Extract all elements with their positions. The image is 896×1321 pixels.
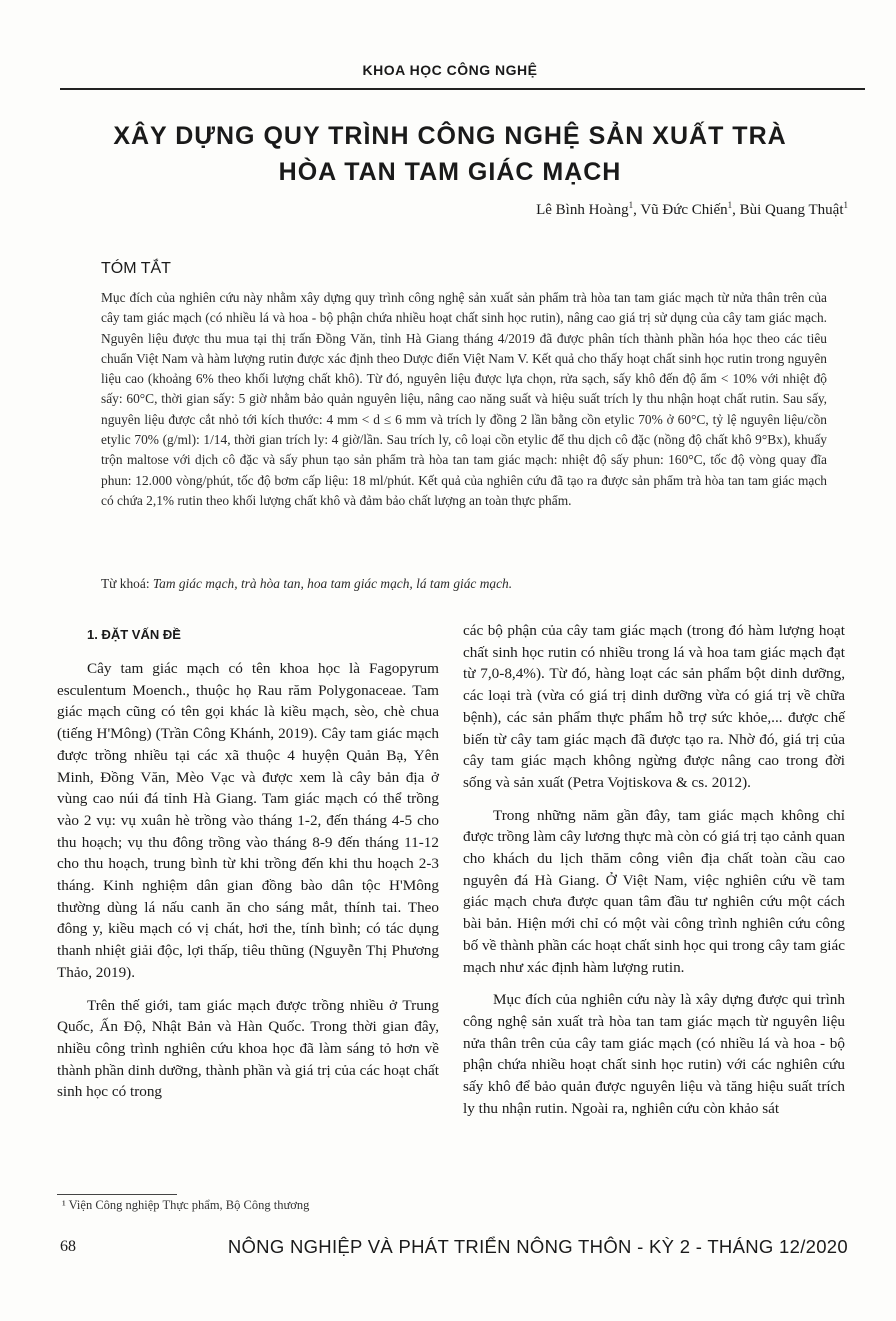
author-name: Bùi Quang Thuật bbox=[739, 202, 844, 218]
footnote-rule bbox=[57, 1194, 177, 1195]
journal-name: NÔNG NGHIỆP VÀ PHÁT TRIỂN NÔNG THÔN - KỲ 2 - THÁNG 12/2020 bbox=[227, 1236, 848, 1257]
body-paragraph: Mục đích của nghiên cứu này là xây dựng được qui trình công nghệ sản xuất trà hòa tan tam giác mạch từ nguyên liệu nửa thân trên của cây tam giác mạch (có nhiều lá và hoa - bộ phận chứa nhiều hoạt chất sinh học rutin) với các nghiên cứu sấy khô để bảo quản được nguyên liệu và tăng hiệu suất trích ly thu nhận rutin. Ngoài ra, nghiên cứu còn khảo sát bbox=[463, 991, 845, 1117]
author-affiliation: 1 bbox=[727, 200, 733, 210]
title-line-1: XÂY DỰNG QUY TRÌNH CÔNG NGHỆ SẢN XUẤT TRÀ bbox=[113, 122, 787, 150]
title-line-2: HÒA TAN TAM GIÁC MẠCH bbox=[278, 158, 622, 186]
author-name: Vũ Đức Chiến bbox=[640, 202, 728, 218]
body-paragraph: Trong những năm gần đây, tam giác mạch không chỉ được trồng làm cây lương thực mà còn có giá trị tạo cảnh quan cho khách du lịch thăm công viên địa chất toàn cầu cao nguyên đá Hà Giang. Ở Việt Nam, việc nghiên cứu về tam giác mạch chưa được quan tâm đầu tư nghiên cứu một cách bài bản. Hiện mới chỉ có một vài công trình nghiên cứu công bố về thành phần các hoạt chất sinh học qui trong cây tam giác mạch như xác định hàm lượng rutin. bbox=[463, 806, 845, 976]
page-number: 68 bbox=[60, 1238, 76, 1255]
keywords bbox=[101, 574, 827, 594]
author-affiliation: 1 bbox=[843, 200, 848, 210]
header-rule bbox=[60, 88, 865, 90]
keywords-list: Tam giác mạch, trà hòa tan, hoa tam giác mạch, lá tam giác mạch. bbox=[152, 576, 513, 591]
section-label: KHOA HỌC CÔNG NGHỆ bbox=[362, 62, 538, 78]
keywords-label: Từ khoá: bbox=[101, 576, 150, 591]
body-paragraph: Trên thế giới, tam giác mạch được trồng nhiều ở Trung Quốc, Ấn Độ, Nhật Bản và Hàn Quốc. Trong thời gian đây, nhiều công trình nghiên cứu khoa học đã làm sáng tỏ hơn về thành phần dinh dưỡng, thành phần và giá trị của các hoạt chất sinh học có trong bbox=[57, 996, 439, 1101]
abstract-heading: TÓM TẮT bbox=[101, 260, 171, 277]
body-paragraph: các bộ phận của cây tam giác mạch (trong đó hàm lượng hoạt chất sinh học rutin có nhiều trong lá và hoa tam giác mạch đạt từ 7,0-8,4%). Từ đó, hàng loạt các sản phẩm bột dinh dưỡng, các loại trà (vừa có giá trị dinh dưỡng vừa có giá trị về chữa bệnh), các sản phẩm thực phẩm hỗ trợ sức khỏe,... được chế biến từ cây tam giác mạch đã được tạo ra. Nhờ đó, giá trị của cây tam giác mạch không ngừng được nâng cao trong đời sống và sản xuất (Petra Vojtiskova & cs. 2012). bbox=[463, 622, 845, 791]
author-list: Lê Bình Hoàng$^1$, Vũ Đức Chiến$^1$, Bùi Quang Thuật$^1$ bbox=[536, 200, 848, 218]
abstract-text: Mục đích của nghiên cứu này nhằm xây dựng quy trình công nghệ sản xuất sản phẩm trà hòa tan tam giác mạch từ nửa thân trên của cây tam giác mạch (có nhiều lá và hoa - bộ phận chứa nhiều hoạt chất sinh học rutin), nâng cao giá trị sử dụng của cây tam giác mạch. Nguyên liệu được thu mua tại thị trấn Đồng Văn, tỉnh Hà Giang tháng 4/2019 đã được phân tích thành phần hóa học theo các tiêu chuẩn Việt Nam và hàm lượng rutin được xác định theo Dược điển Việt Nam V. Kết quả cho thấy hoạt chất sinh học rutin trong nguyên liệu cao (khoảng 6% theo khối lượng chất khô). Từ đó, nguyên liệu được lựa chọn, rửa sạch, sấy khô đến độ ẩm < 10% với nhiệt độ sấy: 60°C, thời gian sấy: 5 giờ nhằm bảo quản nguyên liệu, nâng cao năng suất và hiệu suất trích ly thu nhận hoạt chất rutin. Sau sấy, nguyên liệu được cắt nhỏ tới kích thước: 4 mm < d ≤ 6 mm và trích ly đồng 2 lần bằng cồn etylic 70% ở 60°C, tỷ lệ nguyên liệu/cồn etylic 70% (g/ml): 1/14, thời gian trích ly: 4 giờ/lần. Sau trích ly, cô loại cồn etylic để thu dịch cô đặc (nồng độ chất khô 9°Bx), khuấy trộn maltose với dịch cô đặc và sấy phun tạo sản phẩm trà hòa tan tam giác mạch: nhiệt độ sấy phun: 160°C, tốc độ vòng quay đĩa phun: 12.000 vòng/phút, tốc độ bơm cấp liệu: 18 ml/phút. Kết quả của nghiên cứu đã tạo ra được sản phẩm trà hòa tan tam giác mạch có chứa 2,1% rutin theo khối lượng chất khô và đảm bảo chất lượng an toàn thực phẩm. bbox=[101, 290, 827, 508]
left-column bbox=[57, 658, 439, 1114]
right-column bbox=[463, 620, 845, 1130]
article-title bbox=[60, 118, 840, 190]
section-heading: 1. ĐẶT VẤN ĐỀ bbox=[87, 627, 181, 642]
author-affiliation: 1 bbox=[628, 200, 634, 210]
body-paragraph: Cây tam giác mạch có tên khoa học là Fagopyrum esculentum Moench., thuộc họ Rau răm Polygonaceae. Tam giác mạch cũng có tên gọi khác là kiều mạch, sèo, chè chua (tiếng H'Mông) (Trần Công Khánh, 2019). Cây tam giác mạch được trồng nhiều tại các xã thuộc 4 huyện Quản Bạ, Yên Minh, Đồng Văn, Mèo Vạc và được xem là cây bản địa ở vùng cao núi đá tỉnh Hà Giang. Tam giác mạch có thể trồng vào 2 vụ: vụ xuân hè trồng vào tháng 1-2, đến tháng 4-5 cho thu hoạch; vụ thu đông trồng vào tháng 8-9 đến tháng 11-12 cho thu hoạch, trung bình từ khi trồng đến khi thu hoạch 2-3 tháng. Kinh nghiệm dân gian đồng bào dân tộc H'Mông thường dùng lá nấu canh ăn cho sáng mắt, thính tai. Theo đông y, kiều mạch có vị chát, hơi the, tính bình; có tác dụng thanh nhiệt giải độc, lợi thấp, tiêu thũng (Nguyễn Thị Phương Thảo, 2019). bbox=[57, 660, 439, 981]
author-name: Lê Bình Hoàng bbox=[536, 202, 629, 218]
footnote: ¹ Viện Công nghiệp Thực phẩm, Bộ Công thương bbox=[62, 1198, 310, 1212]
